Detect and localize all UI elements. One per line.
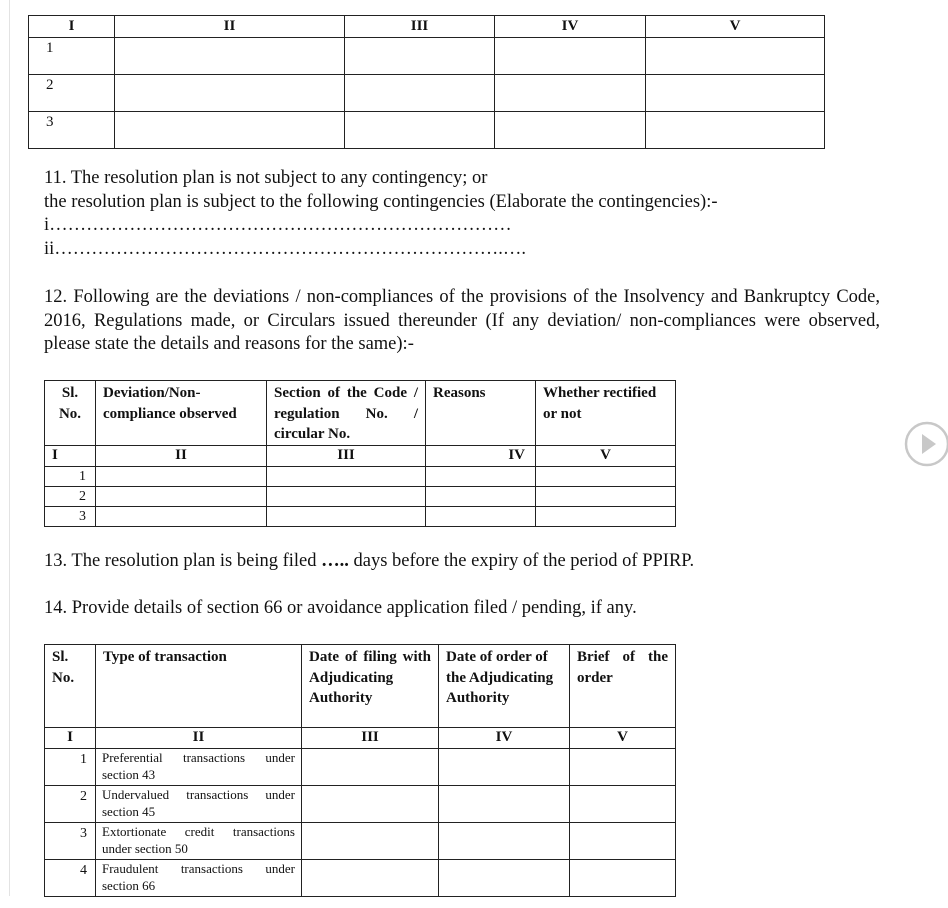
table-3 [44,644,676,897]
column-header: Sl. No. [45,645,96,728]
table-cell [570,786,676,823]
table-cell [96,466,267,486]
column-header: Sl. No. [45,381,96,446]
table-cell [426,506,536,526]
section-14 [44,597,637,621]
row-number: 1 [29,38,115,75]
section-13-text: 13. The resolution plan is being filed [44,551,322,571]
column-number: II [96,728,302,749]
table-cell [302,860,439,897]
section-11 [44,167,718,261]
table-cell [495,38,646,75]
table-cell [426,486,536,506]
table-row [45,466,676,486]
transaction-type: Undervalued transactions under section 45 [96,786,302,823]
transaction-type: Preferential transactions under section 43 [96,749,302,786]
table-cell [302,749,439,786]
column-number: III [267,445,426,466]
section-11-line: ii……………………………………………………………….…. [44,238,527,259]
row-number: 3 [29,112,115,149]
table-cell [267,466,426,486]
table-cell [426,466,536,486]
table-cell [345,75,495,112]
column-header: Deviation/Non-compliance observed [96,381,267,446]
table-row [45,486,676,506]
table-cell [646,75,825,112]
table-cell [646,38,825,75]
table-cell [536,506,676,526]
table-row [29,112,825,149]
row-number: 2 [45,486,96,506]
table-3-roman-row [45,728,676,749]
column-number: I [45,445,96,466]
column-header: Whether rectified or not [536,381,676,446]
table-cell [345,112,495,149]
page-left-border [9,0,10,896]
column-header: Date of filing with Adjudicating Authority [302,645,439,728]
table-row [45,786,676,823]
table-cell [536,486,676,506]
table-cell [439,860,570,897]
column-number: I [45,728,96,749]
column-header: Brief of the order [570,645,676,728]
table-row [45,749,676,786]
table-1-header-row [29,16,825,38]
play-button[interactable] [904,421,948,467]
table-cell [570,860,676,897]
column-header: II [115,16,345,38]
table-cell [570,823,676,860]
table-2-header-row [45,381,676,446]
table-cell [267,506,426,526]
column-header: Type of transaction [96,645,302,728]
row-number: 2 [45,786,96,823]
section-13-text: days before the expiry of the period of PPIRP. [348,551,695,571]
column-number: II [96,445,267,466]
row-number: 1 [45,749,96,786]
section-12: 12. Following are the deviations / non-compliances of the provisions of the Insolvency and Bankruptcy Code, 2016, Regulations made, or Circulars issued thereunder (If any deviation/ non-compliances were observed, please state the details and reasons for the same):- [44,287,880,354]
table-cell [96,486,267,506]
column-number: V [536,445,676,466]
section-13 [44,550,694,574]
column-header: Date of order of the Adjudicating Authority [439,645,570,728]
column-header: V [646,16,825,38]
table-cell [267,486,426,506]
table-cell [439,786,570,823]
table-cell [536,466,676,486]
row-number: 3 [45,823,96,860]
transaction-type: Fraudulent transactions under section 66 [96,860,302,897]
column-header: I [29,16,115,38]
table-row [45,823,676,860]
table-cell [302,823,439,860]
table-2 [44,380,676,527]
section-13-blank: ….. [321,551,349,571]
table-cell [115,38,345,75]
section-11-line: i………………………………………………………………… [44,215,512,235]
table-row [45,506,676,526]
column-number: IV [439,728,570,749]
row-number: 4 [45,860,96,897]
play-icon [904,421,948,467]
table-row [45,860,676,897]
section-11-line: the resolution plan is subject to the following contingencies (Elaborate the contingencies):- [44,191,718,212]
table-cell [439,749,570,786]
column-number: V [570,728,676,749]
row-number: 2 [29,75,115,112]
table-cell [302,786,439,823]
transaction-type: Extortionate credit transactions under section 50 [96,823,302,860]
table-cell [96,506,267,526]
section-11-line: 11. The resolution plan is not subject to any contingency; or [44,168,488,188]
table-cell [439,823,570,860]
column-header: Section of the Code / regulation No. / circular No. [267,381,426,446]
column-header: IV [495,16,646,38]
column-header: Reasons [426,381,536,446]
table-cell [570,749,676,786]
table-cell [115,112,345,149]
table-row [29,38,825,75]
table-cell [495,75,646,112]
table-1 [28,15,825,149]
column-number: IV [426,445,536,466]
row-number: 3 [45,506,96,526]
table-2-roman-row [45,445,676,466]
table-cell [345,38,495,75]
column-number: III [302,728,439,749]
table-cell [495,112,646,149]
column-header: III [345,16,495,38]
table-cell [115,75,345,112]
table-cell [646,112,825,149]
row-number: 1 [45,466,96,486]
section-14-text: 14. Provide details of section 66 or avoidance application filed / pending, if any. [44,598,637,618]
table-3-header-row [45,645,676,728]
table-row [29,75,825,112]
